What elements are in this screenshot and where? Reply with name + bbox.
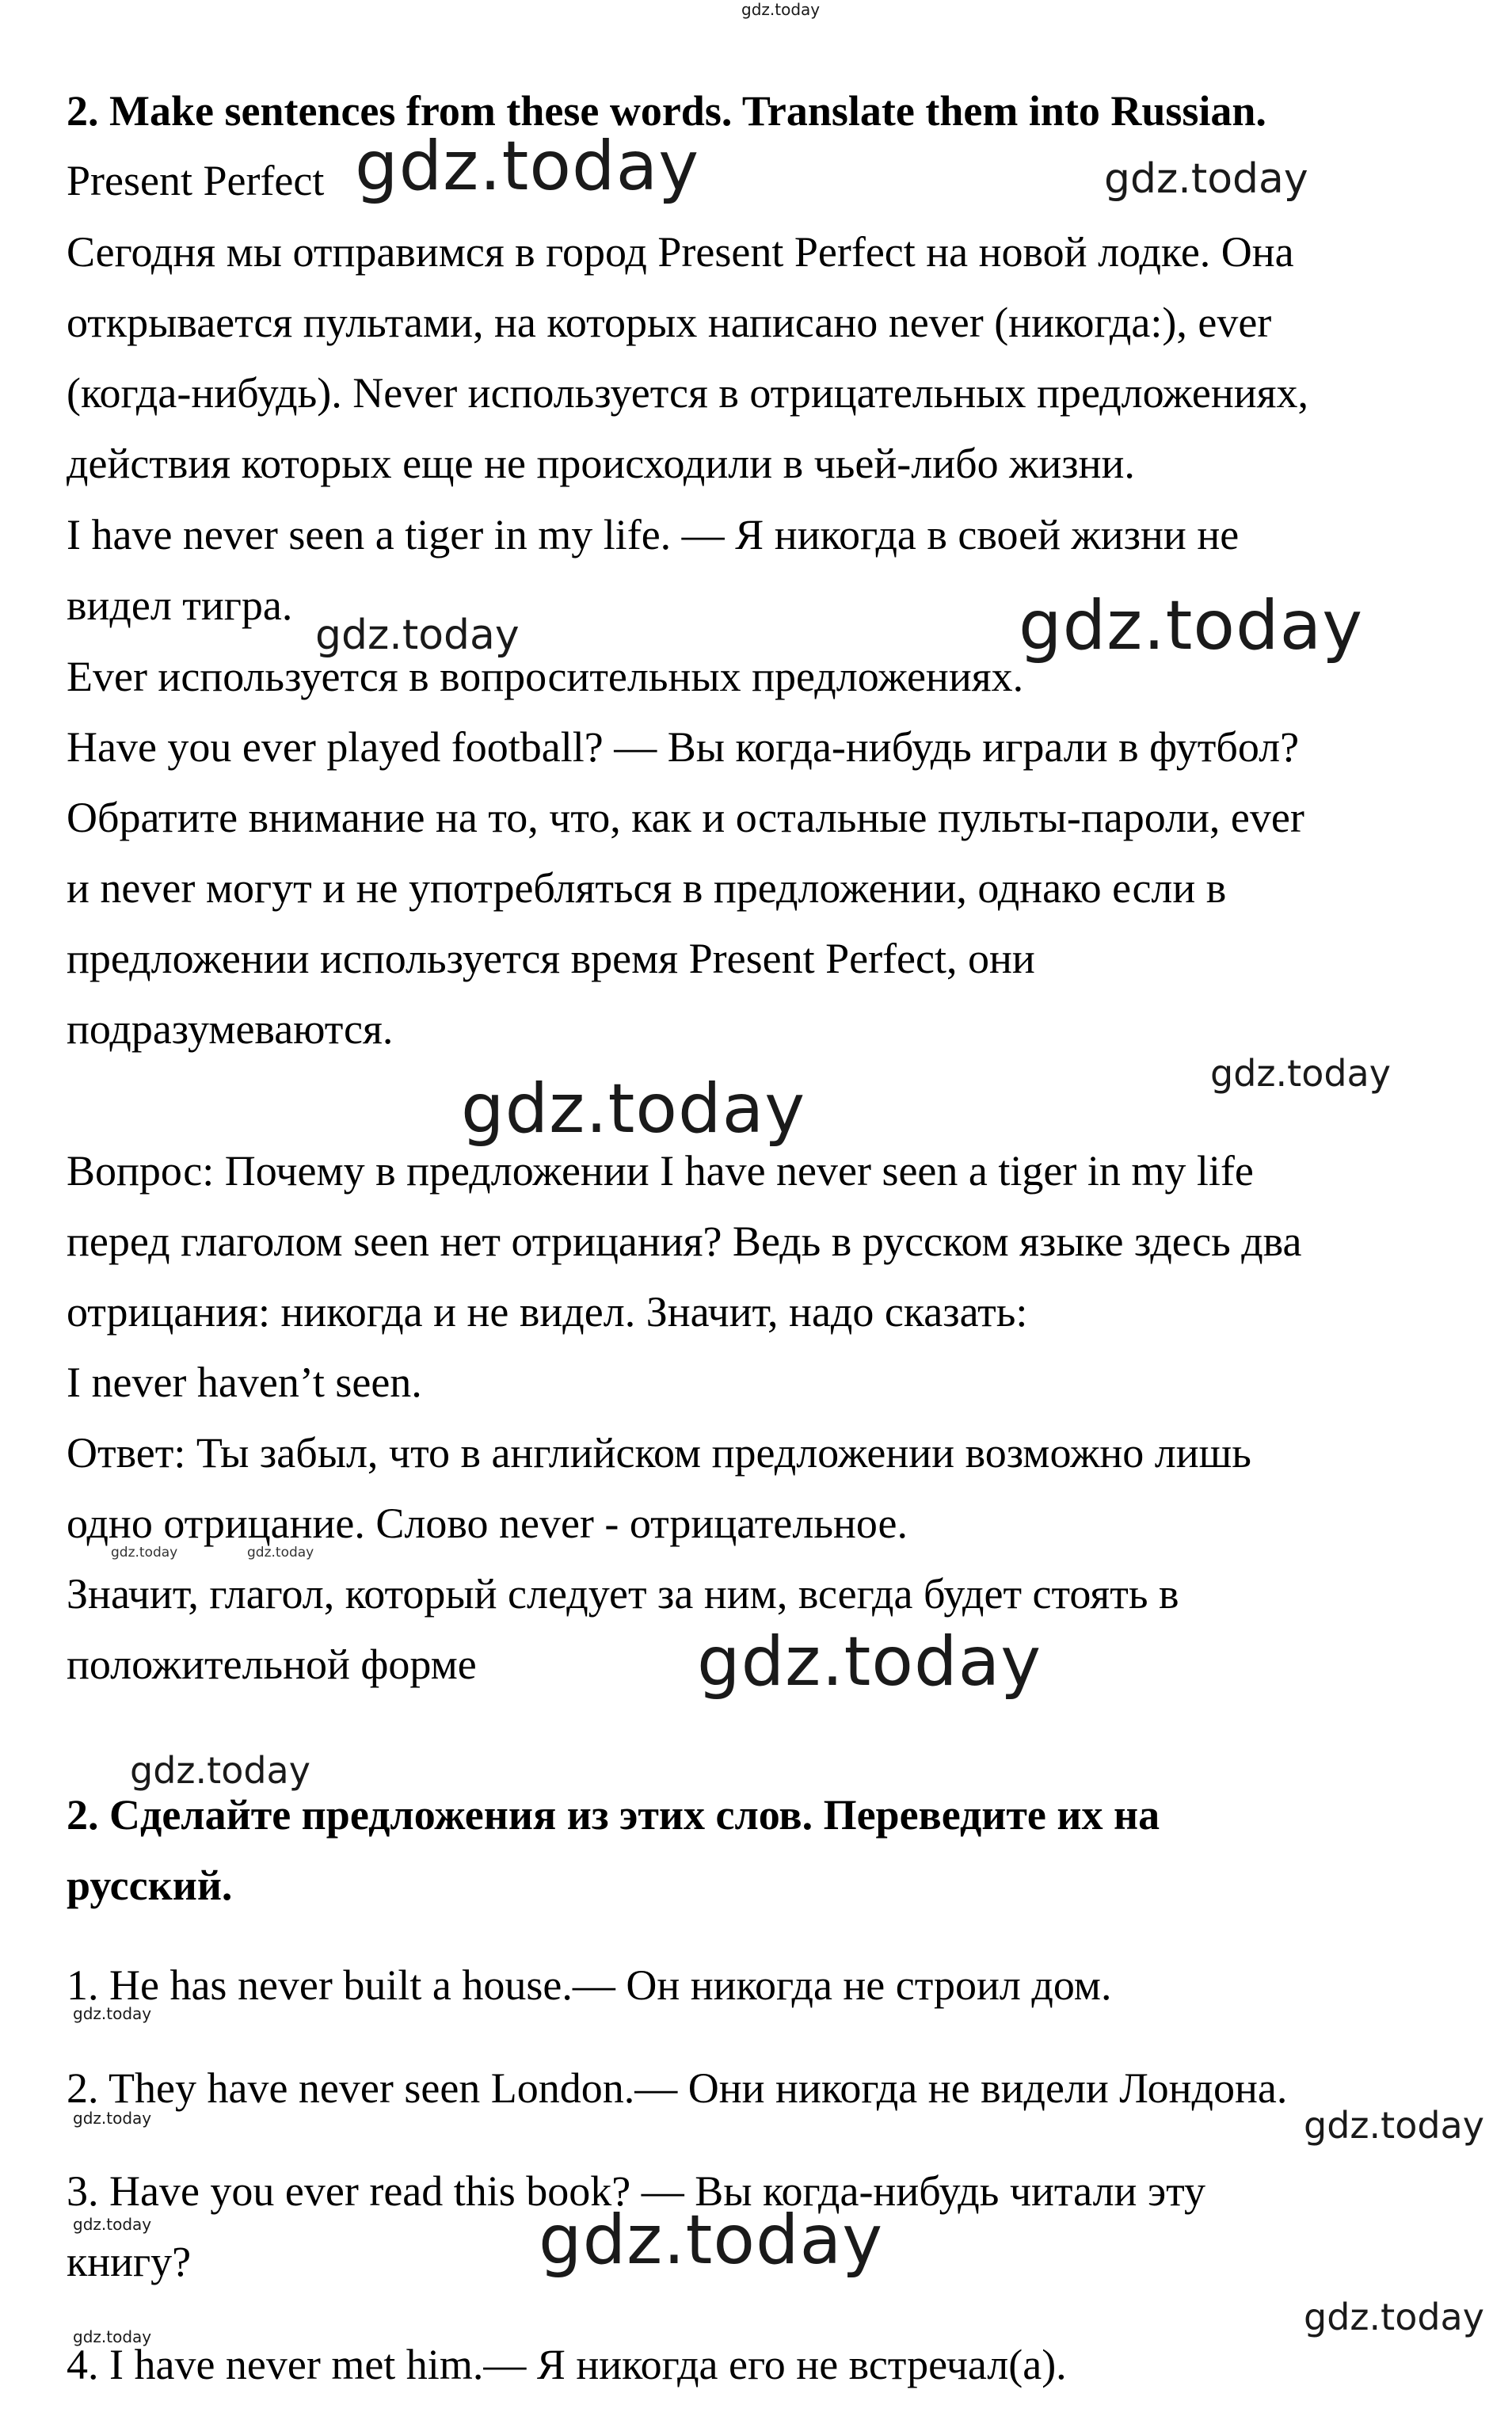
theory-line: открывается пультами, на которых написано never (никогда:), ever — [67, 299, 1272, 346]
answer-item: 2. They have never seen London.— Они никогда не видели Лондона. — [67, 2064, 1288, 2112]
watermark: gdz.today — [73, 2004, 152, 2023]
answer-item: книгу? — [67, 2238, 192, 2285]
exercise-title-ru-line2: русский. — [67, 1862, 233, 1909]
watermark: gdz.today — [461, 1069, 806, 1149]
watermark: gdz.today — [355, 127, 700, 206]
exercise-title-en: 2. Make sentences from these words. Translate them into Russian. — [67, 87, 1266, 135]
theory-line: действия которых еще не происходили в чьей-либо жизни. — [67, 440, 1135, 487]
qa-line: Вопрос: Почему в предложении I have never seen a tiger in my life — [67, 1147, 1254, 1195]
qa-line: перед глаголом seen нет отрицания? Ведь в русском языке здесь два — [67, 1218, 1302, 1265]
watermark: gdz.today — [1304, 2296, 1484, 2338]
watermark: gdz.today — [697, 1622, 1042, 1702]
watermark: gdz.today — [539, 2201, 884, 2280]
watermark: gdz.today — [1019, 586, 1364, 665]
qa-line: I never haven’t seen. — [67, 1359, 422, 1406]
theory-line: Обратите внимание на то, что, как и остальные пульты-пароли, ever — [67, 794, 1304, 841]
watermark: gdz.today — [73, 2215, 152, 2234]
theory-line: I have never seen a tiger in my life. — Я никогда в своей жизни не — [67, 511, 1240, 558]
theory-line: и never могут и не употребляться в предложении, однако если в — [67, 864, 1227, 912]
watermark: gdz.today — [315, 612, 520, 659]
theory-line: Ever используется в вопросительных предложениях. — [67, 653, 1024, 700]
theory-line: предложении используется время Present Perfect, они — [67, 935, 1035, 982]
exercise-title-ru-line1: 2. Сделайте предложения из этих слов. Переведите их на — [67, 1791, 1160, 1839]
theory-line: (когда-нибудь). Never используется в отрицательных предложениях, — [67, 369, 1308, 417]
watermark: gdz.today — [247, 1545, 314, 1561]
theory-line: Сегодня мы отправимся в город Present Perfect на новой лодке. Она — [67, 228, 1294, 276]
qa-line: положительной форме — [67, 1641, 477, 1688]
answer-item: 4. I have never met him.— Я никогда его не встречал(а). — [67, 2341, 1067, 2388]
qa-line: Ответ: Ты забыл, что в английском предложении возможно лишь — [67, 1429, 1251, 1477]
watermark: gdz.today — [73, 2109, 152, 2128]
watermark: gdz.today — [1304, 2104, 1484, 2147]
qa-line: Значит, глагол, который следует за ним, всегда будет стоять в — [67, 1570, 1179, 1618]
theory-heading: Present Perfect — [67, 157, 325, 204]
watermark: gdz.today — [1210, 1052, 1391, 1095]
watermark: gdz.today — [73, 2327, 152, 2346]
theory-line: подразумеваются. — [67, 1005, 394, 1053]
watermark: gdz.today — [1104, 155, 1308, 203]
watermark: gdz.today — [130, 1749, 310, 1792]
watermark: gdz.today — [111, 1545, 178, 1561]
watermark: gdz.today — [741, 0, 821, 19]
answer-item: 3. Have you ever read this book? — Вы когда-нибудь читали эту — [67, 2167, 1206, 2215]
theory-line: видел тигра. — [67, 581, 293, 629]
answer-item: 1. He has never built a house.— Он никогда не строил дом. — [67, 1961, 1112, 2009]
qa-line: отрицания: никогда и не видел. Значит, надо сказать: — [67, 1288, 1028, 1336]
qa-line: одно отрицание. Слово never - отрицательное. — [67, 1500, 908, 1547]
theory-line: Have you ever played football? — Вы когда-нибудь играли в футбол? — [67, 723, 1300, 771]
